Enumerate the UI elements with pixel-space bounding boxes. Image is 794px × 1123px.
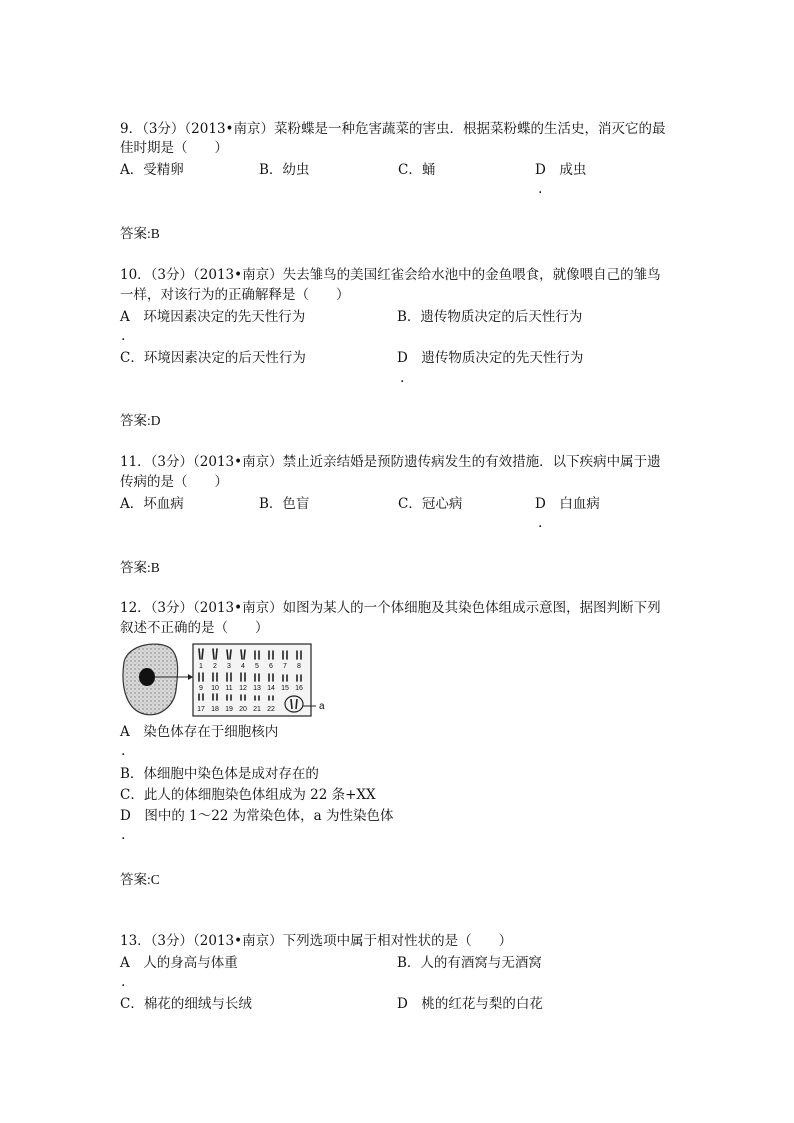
q10-option-a: A 环境因素决定的先天性行为 xyxy=(120,309,306,325)
chromosome-number: 11 xyxy=(225,685,233,692)
q10-stem-line1: 10．（3分）（2013•南京）失去雏鸟的美国红雀会给水池中的金鱼喂食，就像喂自己的雏鸟 xyxy=(120,267,661,283)
chromosome-number: 5 xyxy=(255,663,259,670)
q11-option-b: B．色盲 xyxy=(259,496,310,512)
q9-stem-line1: 9．（3分）（2013•南京）菜粉蝶是一种危害蔬菜的害虫．根据菜粉蝶的生活史，消灭它的最 xyxy=(120,121,666,137)
chromosome-number: 13 xyxy=(253,685,261,692)
q11-option-c: C．冠心病 xyxy=(398,496,463,512)
q11-answer: 答案:B xyxy=(120,560,160,575)
q10-answer: 答案:D xyxy=(120,413,161,428)
chromosome-number: 2 xyxy=(213,663,217,670)
q10-option-c: C．环境因素决定的后天性行为 xyxy=(120,350,306,366)
cell-chromosome-figure xyxy=(118,640,333,718)
q12-stem-line1: 12．（3分）（2013•南京）如图为某人的一个体细胞及其染色体组成示意图，据图判断下列 xyxy=(120,600,661,616)
chromosome-number: 10 xyxy=(211,685,219,692)
q12-option-b: B．体细胞中染色体是成对存在的 xyxy=(120,766,319,782)
q9-option-b: B．幼虫 xyxy=(259,162,310,178)
chromosome-number: 12 xyxy=(239,685,247,692)
q10-option-d: D 遗传物质决定的先天性行为 xyxy=(397,350,584,366)
q9-answer: 答案:B xyxy=(120,226,160,241)
chromosome-number: 18 xyxy=(211,706,219,713)
q9-stem-line2: 佳时期是（ ） xyxy=(120,140,228,156)
q13-option-b: B．人的有酒窝与无酒窝 xyxy=(397,955,542,971)
q9-option-d: D 成虫 xyxy=(535,162,587,178)
chromosome-number: 14 xyxy=(267,685,275,692)
q13-stem-line1: 13．（3分）（2013•南京）下列选项中属于相对性状的是（ ） xyxy=(120,933,513,949)
q11-stem-line2: 传病的是（ ） xyxy=(120,474,228,490)
q13-option-a: A 人的身高与体重 xyxy=(120,955,238,971)
bullet-dot: . xyxy=(538,515,543,531)
q12-answer: 答案:C xyxy=(120,872,160,887)
chromosome-number: 7 xyxy=(283,663,287,670)
chromosome-number: 3 xyxy=(227,663,231,670)
bullet-dot: . xyxy=(400,370,405,386)
q9-option-a: A．受精卵 xyxy=(120,162,184,178)
q12-option-d: D 图中的 1～22 为常染色体，a 为性染色体 xyxy=(120,808,394,824)
q13-option-c: C．棉花的细绒与长绒 xyxy=(120,996,252,1012)
q10-stem-line2: 一样，对该行为的正确解释是（ ） xyxy=(120,287,350,303)
chromosome-number: 15 xyxy=(281,685,289,692)
chromosome-number: 6 xyxy=(269,663,273,670)
chromosome-number: 1 xyxy=(199,663,203,670)
q9-option-c: C．蛹 xyxy=(398,162,436,178)
chromosome-number: 8 xyxy=(297,663,301,670)
q10-option-b: B．遗传物质决定的后天性行为 xyxy=(397,309,583,325)
bullet-dot: . xyxy=(121,827,126,843)
label-a: a xyxy=(319,701,325,712)
bullet-dot: . xyxy=(121,743,126,759)
q12-stem-line2: 叙述不正确的是（ ） xyxy=(120,620,269,636)
chromosome-number: 17 xyxy=(197,706,205,713)
chromosome-number: 19 xyxy=(225,706,233,713)
q11-stem-line1: 11．（3分）（2013•南京）禁止近亲结婚是预防遗传病发生的有效措施．以下疾病中属于遗 xyxy=(120,454,661,470)
cell-nucleus xyxy=(139,668,155,686)
bullet-dot: . xyxy=(121,328,126,344)
q12-option-a: A 染色体存在于细胞核内 xyxy=(120,724,279,740)
chromosome-number: 21 xyxy=(253,706,261,713)
q11-option-d: D 白血病 xyxy=(535,496,600,512)
chromosome-number: 16 xyxy=(295,685,303,692)
bullet-dot: . xyxy=(121,974,126,990)
chromosome-number: 4 xyxy=(241,663,245,670)
q13-option-d: D 桃的红花与梨的白花 xyxy=(397,996,543,1012)
q12-option-c: C．此人的体细胞染色体组成为 22 条+XX xyxy=(120,787,376,803)
q11-option-a: A．坏血病 xyxy=(120,496,184,512)
bullet-dot: . xyxy=(538,181,543,197)
chromosome-number: 9 xyxy=(199,685,203,692)
chromosome-number: 20 xyxy=(239,706,247,713)
chromosome-number: 22 xyxy=(267,706,275,713)
